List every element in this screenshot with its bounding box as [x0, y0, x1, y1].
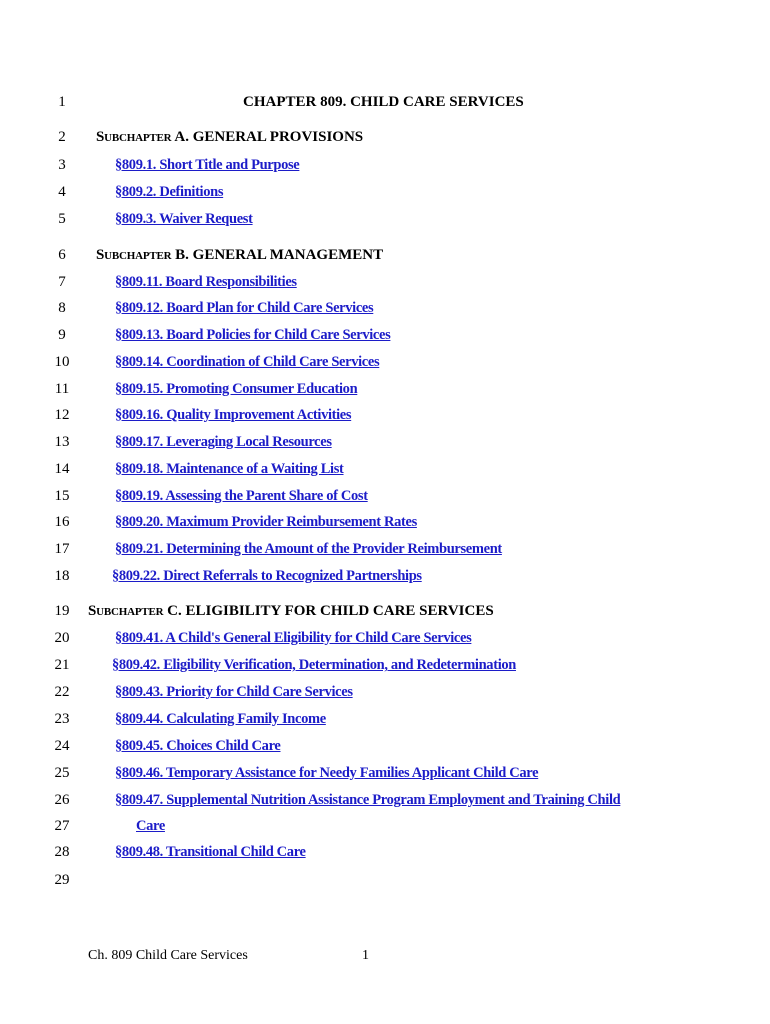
line-number: 22 [54, 684, 70, 700]
line-number: 8 [58, 300, 66, 316]
document-line [0, 91, 770, 113]
line-number: 1 [58, 94, 66, 110]
footer-page-number: 1 [362, 948, 369, 963]
document-line [0, 762, 770, 784]
section-link[interactable]: §809.19. Assessing the Parent Share of Cost [115, 488, 368, 504]
section-link[interactable]: §809.17. Leveraging Local Resources [115, 434, 332, 450]
line-number: 10 [54, 354, 70, 370]
line-number: 27 [54, 818, 70, 834]
section-link[interactable]: §809.45. Choices Child Care [115, 738, 281, 754]
document-line [0, 181, 770, 203]
section-link[interactable]: §809.22. Direct Referrals to Recognized Partnerships [112, 568, 422, 584]
document-line [0, 565, 770, 587]
line-number: 14 [54, 461, 70, 477]
line-number: 13 [54, 434, 70, 450]
line-number: 6 [58, 247, 66, 263]
section-link[interactable]: §809.42. Eligibility Verification, Determination, and Redetermination [112, 657, 516, 673]
section-link[interactable]: §809.43. Priority for Child Care Services [115, 684, 353, 700]
line-number: 9 [58, 327, 66, 343]
line-number: 26 [54, 792, 70, 808]
subchapter-heading [96, 126, 363, 149]
document-line [0, 815, 770, 837]
line-number: 19 [54, 603, 70, 619]
line-number: 29 [54, 872, 70, 888]
document-line [0, 458, 770, 480]
section-link[interactable]: §809.2. Definitions [115, 184, 224, 200]
section-link[interactable]: §809.47. Supplemental Nutrition Assistance Program Employment and Training Child [115, 792, 621, 808]
section-link[interactable]: §809.48. Transitional Child Care [115, 844, 306, 860]
section-link[interactable]: §809.13. Board Policies for Child Care Services [115, 327, 391, 343]
document-line [0, 244, 770, 266]
document-line [0, 708, 770, 730]
subchapter-prefix-initial: S [96, 129, 105, 145]
subchapter-prefix [96, 247, 172, 263]
line-number: 20 [54, 630, 70, 646]
line-number: 4 [58, 184, 66, 200]
document-line [0, 324, 770, 346]
document-line [0, 841, 770, 863]
document-line [0, 869, 770, 891]
document-line [0, 208, 770, 230]
section-link[interactable]: §809.12. Board Plan for Child Care Services [115, 300, 374, 316]
document-line [0, 271, 770, 293]
line-number: 11 [54, 381, 70, 397]
document-line [0, 511, 770, 533]
document-line [0, 126, 770, 148]
chapter-title: CHAPTER 809. CHILD CARE SERVICES [243, 94, 524, 110]
subchapter-title: C. ELIGIBILITY FOR CHILD CARE SERVICES [167, 603, 494, 619]
line-number: 15 [54, 488, 70, 504]
section-link[interactable]: §809.21. Determining the Amount of the Provider Reimbursement [115, 541, 502, 557]
section-link[interactable]: Care [136, 818, 165, 834]
document-line [0, 538, 770, 560]
section-link[interactable]: §809.44. Calculating Family Income [115, 711, 326, 727]
subchapter-prefix-rest: UBCHAPTER [104, 132, 172, 144]
subchapter-prefix-rest: UBCHAPTER [104, 250, 172, 262]
section-link[interactable]: §809.11. Board Responsibilities [115, 274, 297, 290]
line-number: 25 [54, 765, 70, 781]
line-number: 23 [54, 711, 70, 727]
subchapter-title: A. GENERAL PROVISIONS [174, 129, 364, 145]
line-number: 18 [54, 568, 70, 584]
section-link[interactable]: §809.16. Quality Improvement Activities [115, 407, 352, 423]
document-line [0, 654, 770, 676]
subchapter-heading [88, 600, 494, 623]
subchapter-heading [96, 244, 383, 267]
document-line [0, 154, 770, 176]
section-link[interactable]: §809.41. A Child's General Eligibility for Child Care Services [115, 630, 472, 646]
footer-title: Ch. 809 Child Care Services [88, 948, 248, 963]
section-link[interactable]: §809.14. Coordination of Child Care Services [115, 354, 380, 370]
document-line [0, 378, 770, 400]
document-line [0, 681, 770, 703]
section-link[interactable]: §809.20. Maximum Provider Reimbursement Rates [115, 514, 417, 530]
line-number: 12 [54, 407, 70, 423]
line-number: 2 [58, 129, 66, 145]
document-line [0, 600, 770, 622]
line-number: 3 [58, 157, 66, 173]
document-line [0, 627, 770, 649]
document-line [0, 485, 770, 507]
section-link[interactable]: §809.1. Short Title and Purpose [115, 157, 300, 173]
section-link[interactable]: §809.3. Waiver Request [115, 211, 253, 227]
document-line [0, 351, 770, 373]
document-line [0, 297, 770, 319]
section-link[interactable]: §809.15. Promoting Consumer Education [115, 381, 358, 397]
document-line [0, 404, 770, 426]
line-number: 17 [54, 541, 70, 557]
section-link[interactable]: §809.18. Maintenance of a Waiting List [115, 461, 344, 477]
document-line [0, 431, 770, 453]
subchapter-prefix-rest: UBCHAPTER [96, 606, 164, 618]
subchapter-prefix-initial: S [96, 247, 105, 263]
document-line [0, 735, 770, 757]
line-number: 28 [54, 844, 70, 860]
subchapter-prefix-initial: S [88, 603, 97, 619]
subchapter-title: B. GENERAL MANAGEMENT [175, 247, 384, 263]
subchapter-prefix [88, 603, 164, 619]
line-number: 24 [54, 738, 70, 754]
line-number: 7 [58, 274, 66, 290]
line-number: 16 [54, 514, 70, 530]
document-line [0, 789, 770, 811]
line-number: 5 [58, 211, 66, 227]
subchapter-prefix [96, 129, 172, 145]
line-number: 21 [54, 657, 70, 673]
section-link[interactable]: §809.46. Temporary Assistance for Needy Families Applicant Child Care [115, 765, 539, 781]
